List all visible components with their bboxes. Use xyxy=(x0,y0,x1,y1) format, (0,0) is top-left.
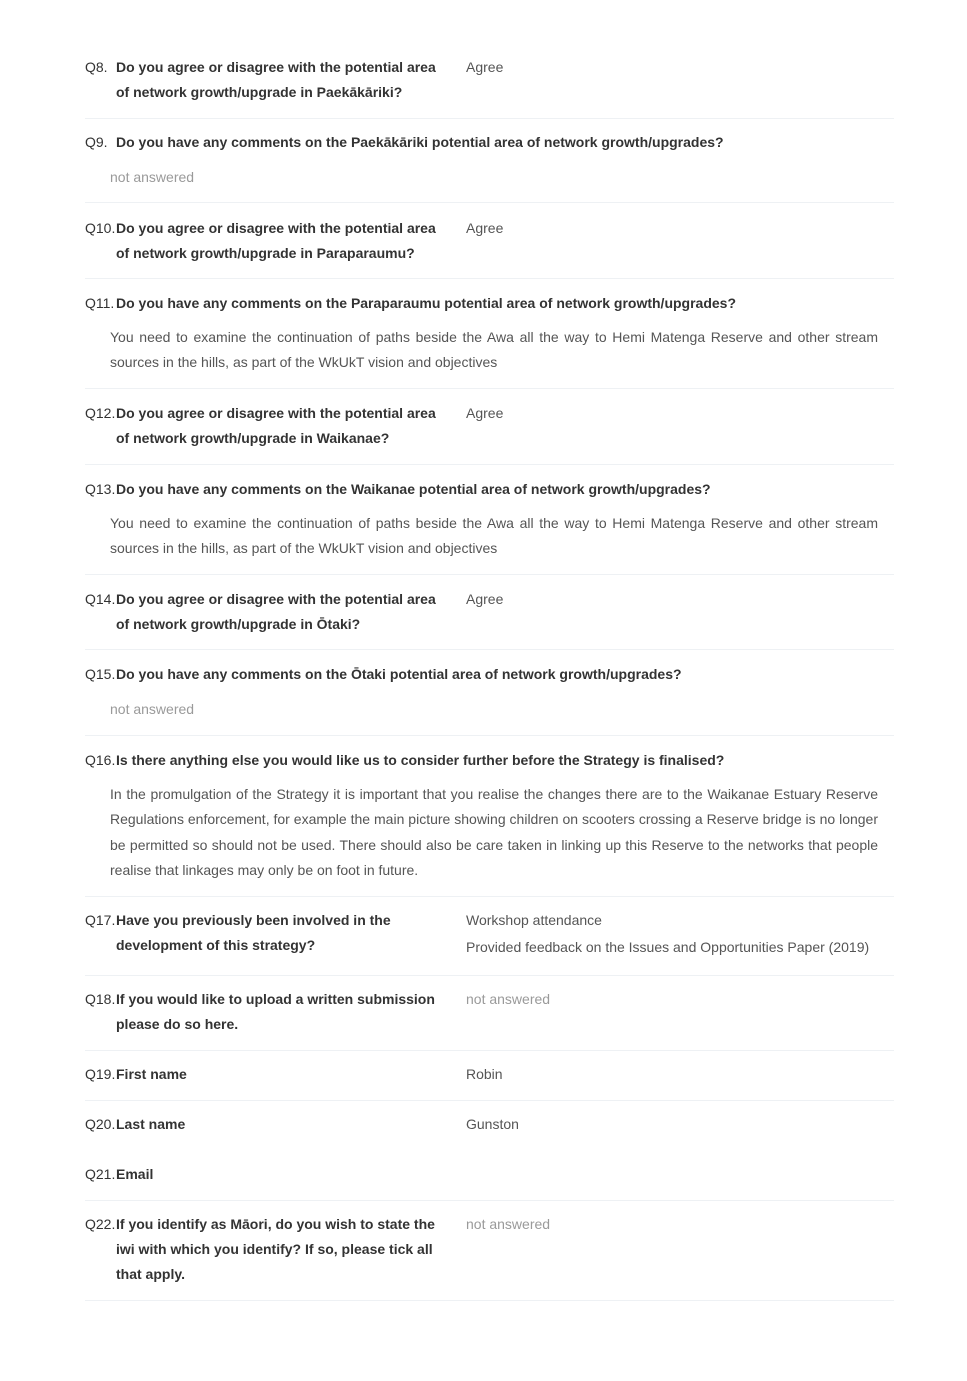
question-text: Have you previously been involved in the development of this strategy? xyxy=(116,912,391,953)
question-text: Do you agree or disagree with the potential area of network growth/upgrade in Paekākāriki? xyxy=(116,59,436,100)
question-q20 xyxy=(85,1112,894,1150)
question-text: Email xyxy=(116,1166,154,1182)
question-q10 xyxy=(85,216,894,279)
answer-value: Agree xyxy=(466,591,504,607)
question-number: Q16. xyxy=(85,752,116,768)
question-q9 xyxy=(85,130,894,203)
question-number: Q22. xyxy=(85,1216,116,1232)
question-text: Do you agree or disagree with the potential area of network growth/upgrade in Waikanae? xyxy=(116,405,436,446)
question-text: Do you agree or disagree with the potential area of network growth/upgrade in Paraparaumu? xyxy=(116,220,436,261)
answer-value: Agree xyxy=(466,405,504,421)
answer-list xyxy=(466,908,894,962)
answer-value: not answered xyxy=(466,1216,551,1232)
question-text: Do you have any comments on the Paekākāriki potential area of network growth/upgrades? xyxy=(116,134,724,150)
answer-value: Gunston xyxy=(466,1116,519,1132)
question-text: Do you agree or disagree with the potential area of network growth/upgrade in Ōtaki? xyxy=(116,591,436,632)
question-number: Q20. xyxy=(85,1116,116,1132)
question-number: Q15. xyxy=(85,666,116,682)
question-text: If you would like to upload a written submission please do so here. xyxy=(116,991,435,1032)
question-text: First name xyxy=(116,1066,187,1082)
question-text: If you identify as Māori, do you wish to state the iwi with which you identify? If so, please tick all that apply. xyxy=(116,1216,435,1282)
question-q11 xyxy=(85,291,894,389)
question-q17 xyxy=(85,908,894,976)
answer-value: You need to examine the continuation of paths beside the Awa all the way to Hemi Matenga Reserve and other stream sources in the hills, as part of the WkUkT vision and objectives xyxy=(110,515,878,557)
question-number: Q9. xyxy=(85,134,108,150)
answer-value: Workshop attendance xyxy=(466,912,602,928)
question-q12 xyxy=(85,401,894,465)
answer-value: not answered xyxy=(110,169,195,185)
question-q18 xyxy=(85,987,894,1051)
question-q16 xyxy=(85,748,894,897)
question-number: Q10. xyxy=(85,220,116,236)
question-q8 xyxy=(85,55,894,119)
question-number: Q17. xyxy=(85,912,116,928)
answer-value: not answered xyxy=(466,991,551,1007)
question-number: Q11. xyxy=(85,295,115,311)
question-q22 xyxy=(85,1212,894,1301)
question-number: Q13. xyxy=(85,481,116,497)
question-number: Q18. xyxy=(85,991,116,1007)
question-number: Q14. xyxy=(85,591,116,607)
answer-value: Agree xyxy=(466,59,504,75)
answer-value: Agree xyxy=(466,220,504,236)
answer-value: You need to examine the continuation of paths beside the Awa all the way to Hemi Matenga Reserve and other stream sources in the hills, as part of the WkUkT vision and objectives xyxy=(110,329,878,371)
answer-value: In the promulgation of the Strategy it is important that you realise the changes there are to the Waikanae Estuary Reserve Regulations enforcement, for example the main picture showing children on scooters crossing a Reserve bridge is no longer be permitted so should not be used. There should also be care taken in linking up this Reserve to the networks that people realise that linkages may only be on foot in future. xyxy=(110,786,878,878)
answer-value: not answered xyxy=(110,701,195,717)
question-text: Do you have any comments on the Ōtaki potential area of network growth/upgrades? xyxy=(116,666,682,682)
question-text: Do you have any comments on the Paraparaumu potential area of network growth/upgrades? xyxy=(116,295,737,311)
question-q13 xyxy=(85,477,894,575)
answer-value: Provided feedback on the Issues and Opportunities Paper (2019) xyxy=(466,939,870,955)
question-number: Q8. xyxy=(85,59,108,75)
question-q15 xyxy=(85,662,894,736)
question-q14 xyxy=(85,587,894,650)
question-number: Q19. xyxy=(85,1066,116,1082)
answer-value: Robin xyxy=(466,1066,503,1082)
question-text: Is there anything else you would like us to consider further before the Strategy is finalised? xyxy=(116,752,725,768)
question-text: Do you have any comments on the Waikanae potential area of network growth/upgrades? xyxy=(116,481,711,497)
question-q19 xyxy=(85,1062,894,1101)
question-text: Last name xyxy=(116,1116,186,1132)
question-q21 xyxy=(85,1162,894,1201)
question-number: Q12. xyxy=(85,405,116,421)
question-number: Q21. xyxy=(85,1166,116,1182)
